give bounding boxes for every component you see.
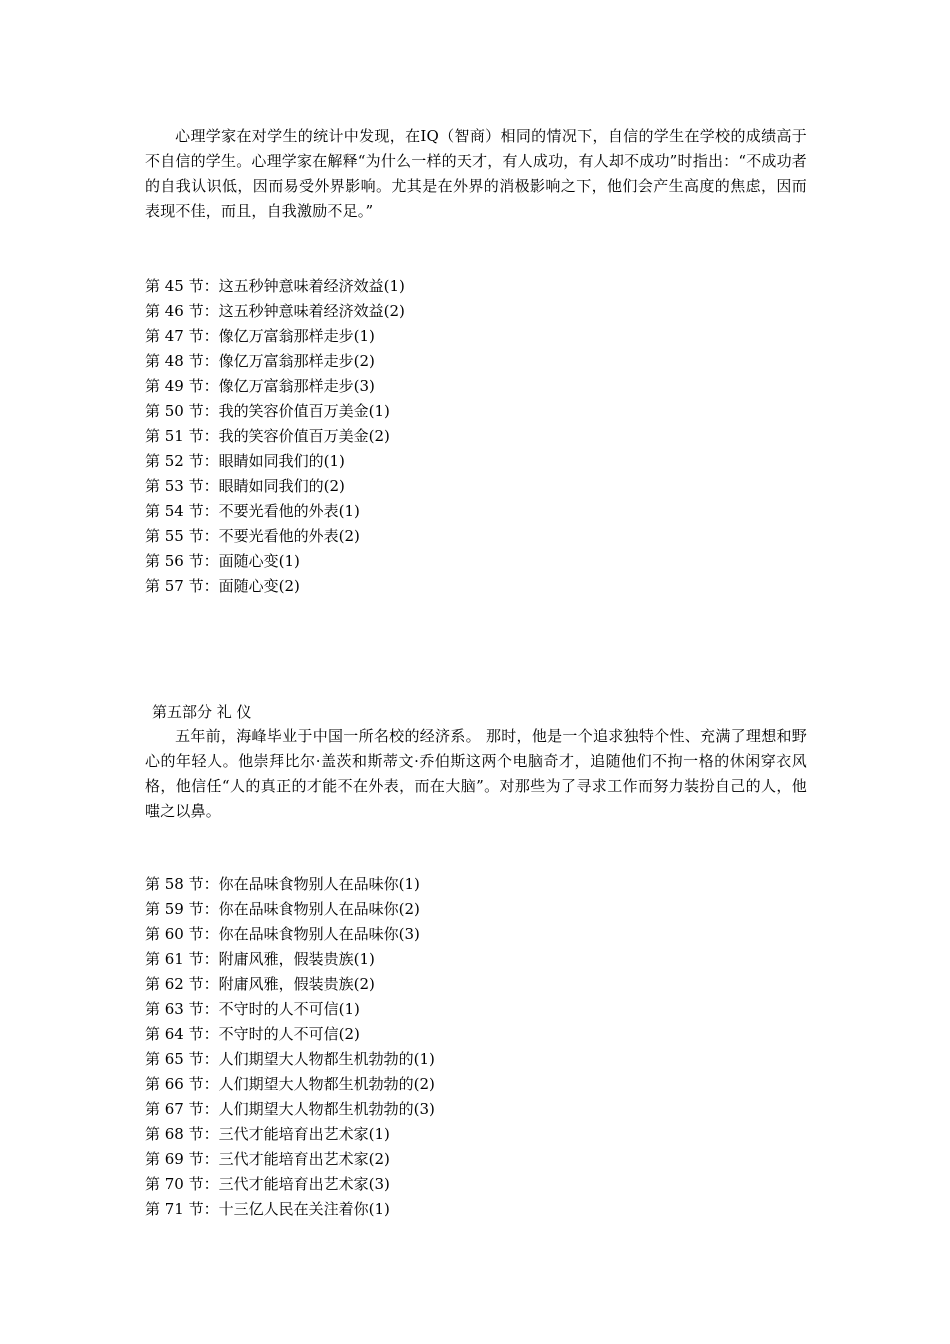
toc-list-part4 [145, 274, 405, 599]
toc-item: 第 58 节：你在品味食物别人在品味你(1) [145, 875, 420, 893]
toc-item: 第 45 节：这五秒钟意味着经济效益(1) [145, 277, 405, 295]
toc-item: 第 64 节：不守时的人不可信(2) [145, 1025, 360, 1043]
toc-item: 第 62 节：附庸风雅，假装贵族(2) [145, 975, 375, 993]
part5-paragraph [145, 724, 807, 824]
toc-item: 第 61 节：附庸风雅，假装贵族(1) [145, 950, 375, 968]
intro-paragraph-text: 心理学家在对学生的统计中发现，在IQ（智商）相同的情况下，自信的学生在学校的成绩高于不自信的学生。心理学家在解释“为什么一样的天才，有人成功，有人却不成功”时指出：“不成功者的自我认识低，因而易受外界影响。尤其是在外界的消极影响之下，他们会产生高度的焦虑，因而表现不佳，而且，自我激励不足。” [145, 127, 808, 220]
toc-item: 第 49 节：像亿万富翁那样走步(3) [145, 377, 375, 395]
part5-paragraph-text: 五年前，海峰毕业于中国一所名校的经济系。 那时，他是一个追求独特个性、充满了理想和野心的年轻人。他崇拜比尔·盖茨和斯蒂文·乔伯斯这两个电脑奇才，追随他们不拘一格的休闲穿衣风格，他信任“人的真正的才能不在外表，而在大脑”。对那些为了寻求工作而努力装扮自己的人，他嗤之以鼻。 [145, 727, 807, 820]
toc-item: 第 67 节：人们期望大人物都生机勃勃的(3) [145, 1100, 435, 1118]
toc-item: 第 69 节：三代才能培育出艺术家(2) [145, 1150, 390, 1168]
toc-item: 第 46 节：这五秒钟意味着经济效益(2) [145, 302, 405, 320]
toc-item: 第 50 节：我的笑容价值百万美金(1) [145, 402, 390, 420]
toc-item: 第 65 节：人们期望大人物都生机勃勃的(1) [145, 1050, 435, 1068]
toc-item: 第 54 节：不要光看他的外表(1) [145, 502, 360, 520]
toc-item: 第 66 节：人们期望大人物都生机勃勃的(2) [145, 1075, 435, 1093]
toc-item: 第 55 节：不要光看他的外表(2) [145, 527, 360, 545]
toc-item: 第 48 节：像亿万富翁那样走步(2) [145, 352, 375, 370]
toc-list-part5 [145, 872, 435, 1222]
toc-item: 第 52 节：眼睛如同我们的(1) [145, 452, 345, 470]
section-heading-part5: 第五部分 礼 仪 [152, 703, 252, 721]
toc-item: 第 47 节：像亿万富翁那样走步(1) [145, 327, 375, 345]
toc-item: 第 70 节：三代才能培育出艺术家(3) [145, 1175, 390, 1193]
toc-item: 第 60 节：你在品味食物别人在品味你(3) [145, 925, 420, 943]
toc-item: 第 57 节：面随心变(2) [145, 577, 300, 595]
toc-item: 第 51 节：我的笑容价值百万美金(2) [145, 427, 390, 445]
toc-item: 第 53 节：眼睛如同我们的(2) [145, 477, 345, 495]
toc-item: 第 71 节：十三亿人民在关注着你(1) [145, 1200, 390, 1218]
toc-item: 第 68 节：三代才能培育出艺术家(1) [145, 1125, 390, 1143]
intro-paragraph [145, 124, 807, 224]
toc-item: 第 63 节：不守时的人不可信(1) [145, 1000, 360, 1018]
toc-item: 第 56 节：面随心变(1) [145, 552, 300, 570]
toc-item: 第 59 节：你在品味食物别人在品味你(2) [145, 900, 420, 918]
